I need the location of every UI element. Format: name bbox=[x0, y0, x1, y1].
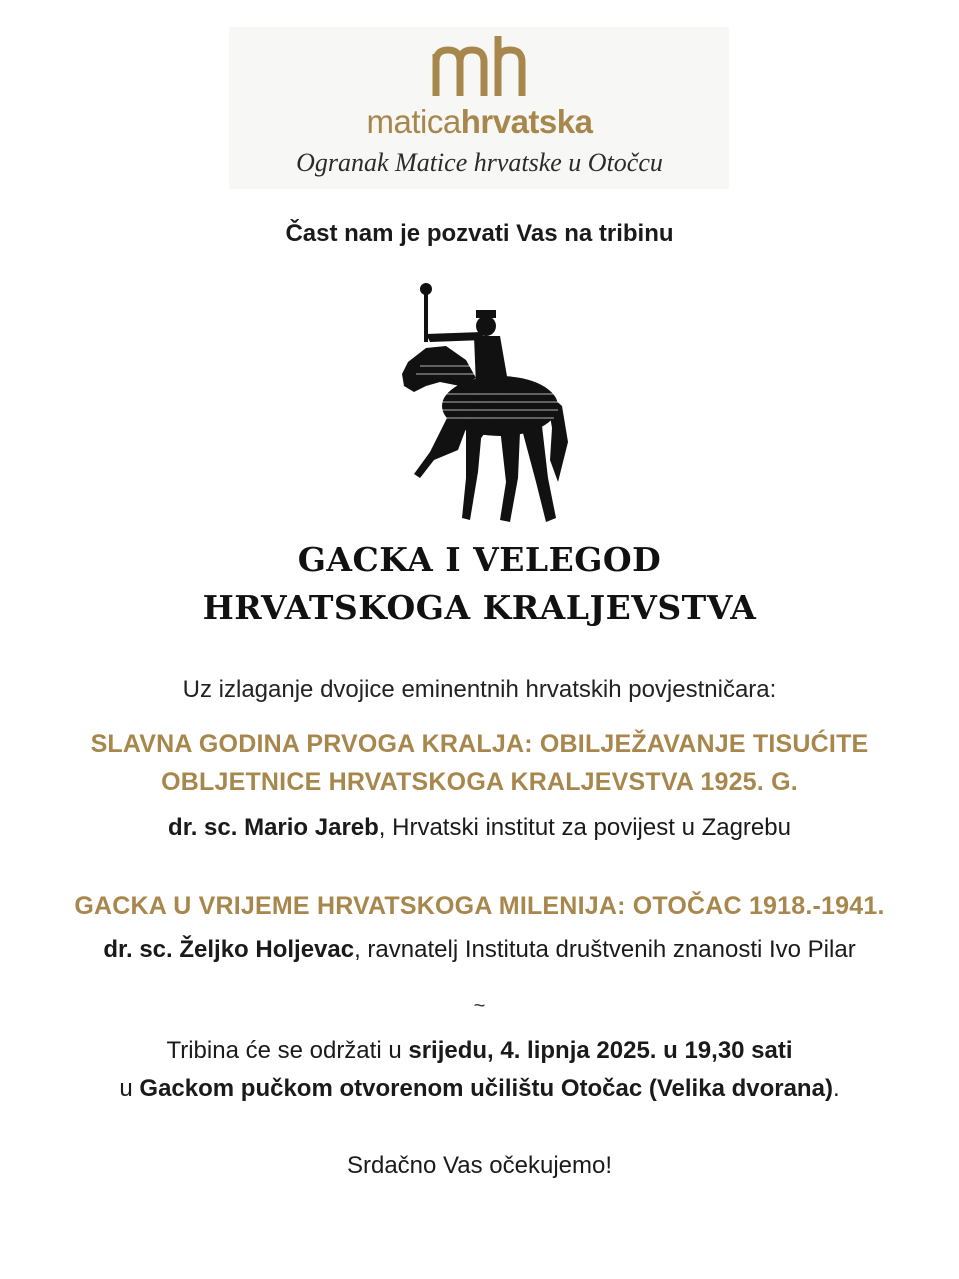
logo-word-light: matica bbox=[366, 103, 461, 140]
talk2-speaker: dr. sc. Željko Holjevac bbox=[103, 936, 355, 963]
talk1-speaker-line bbox=[0, 814, 959, 842]
event-venue-line bbox=[0, 1075, 959, 1103]
venue-suffix: . bbox=[832, 1075, 840, 1102]
talk2-affiliation: , ravnatelj Instituta društvenih znanosti Ivo Pilar bbox=[354, 936, 856, 963]
talk2-speaker-line bbox=[0, 936, 959, 964]
logo-word-bold: hrvatska bbox=[460, 103, 593, 140]
talk1-title-line-2: OBLJETNICE HRVATSKOGA KRALJEVSTVA 1925. G. bbox=[161, 768, 798, 796]
talk1-title-line-1: SLAVNA GODINA PRVOGA KRALJA: OBILJEŽAVANJE TISUĆITE bbox=[90, 730, 869, 758]
branch-name: Ogranak Matice hrvatske u Otočcu bbox=[296, 148, 663, 177]
event-title-line-1: GACKA I VELEGOD bbox=[297, 540, 662, 579]
intro-text: Uz izlaganje dvojice eminentnih hrvatskih povjestničara: bbox=[182, 676, 777, 703]
talk1-speaker: dr. sc. Mario Jareb bbox=[168, 814, 379, 841]
talk2-title: GACKA U VRIJEME HRVATSKOGA MILENIJA: OTOČAC 1918.-1941. bbox=[74, 892, 885, 920]
mh-monogram-icon bbox=[432, 34, 527, 96]
venue-name: Gackom pučkom otvorenom učilištu Otočac (Velika dvorana) bbox=[139, 1075, 833, 1102]
date-time: srijedu, 4. lipnja 2025. u 19,30 sati bbox=[408, 1037, 793, 1064]
closing-text: Srdačno Vas očekujemo! bbox=[346, 1152, 613, 1179]
separator: ~ bbox=[473, 995, 486, 1017]
event-title-line-2: HRVATSKOGA KRALJEVSTVA bbox=[202, 588, 757, 627]
king-on-horse-icon bbox=[380, 282, 580, 527]
invitation-text: Čast nam je pozvati Vas na tribinu bbox=[285, 220, 674, 247]
date-prefix: Tribina će se održati u bbox=[166, 1037, 409, 1064]
venue-prefix: u bbox=[119, 1075, 140, 1102]
logo-wordmark bbox=[0, 103, 959, 141]
talk1-affiliation: , Hrvatski institut za povijest u Zagrebu bbox=[378, 814, 791, 841]
event-date-line bbox=[0, 1037, 959, 1065]
